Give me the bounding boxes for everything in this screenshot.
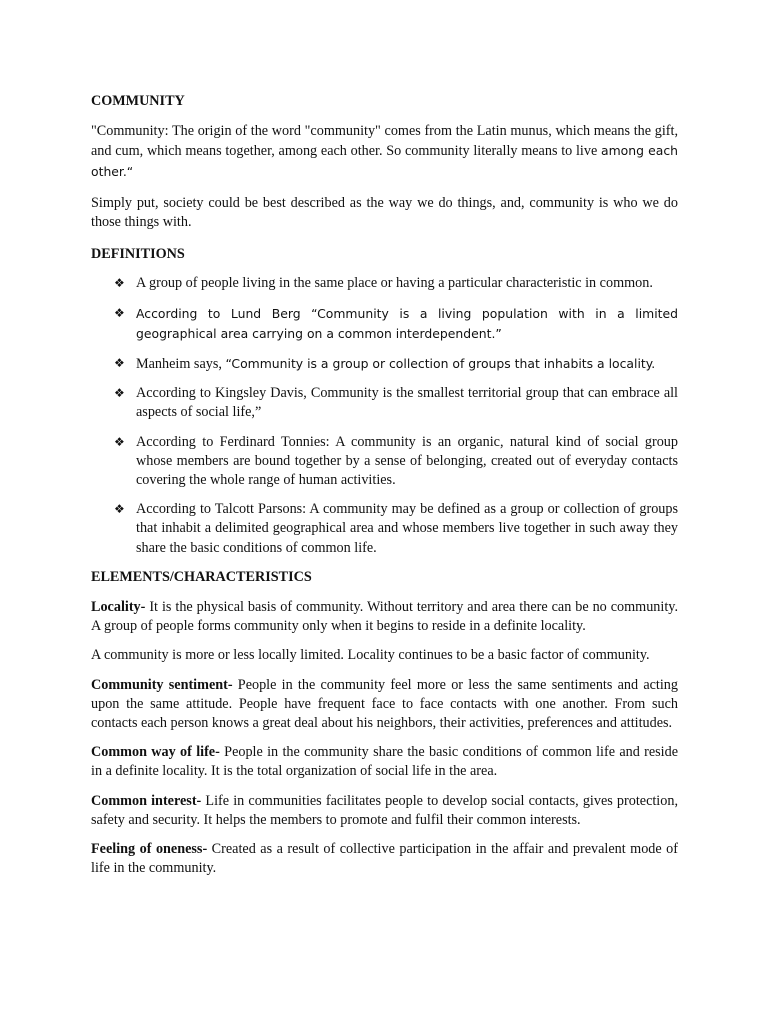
interest-text: Life in communities facilitates people to develop social contacts, gives protection, safety and security. It helps the members to promote and fulfil their common interests. bbox=[91, 792, 678, 828]
definitions-heading: DEFINITIONS bbox=[91, 246, 185, 263]
list-item bbox=[91, 384, 678, 422]
diamond-bullet-icon: ❖ bbox=[114, 276, 125, 291]
locality-note: A community is more or less locally limited. Locality continues to be a basic factor of community. bbox=[91, 647, 650, 664]
list-item bbox=[91, 274, 678, 293]
list-item bbox=[91, 304, 678, 344]
locality-text: It is the physical basis of community. Without territory and area there can be no community. A group of people forms community only when it begins to reside in a definite locality. bbox=[91, 599, 678, 635]
definition-lead: Manheim says, bbox=[136, 356, 226, 373]
definition-text: “Community is a group or collection of groups that inhabits a locality. bbox=[225, 356, 656, 372]
locality-term: Locality- bbox=[91, 599, 146, 616]
elements-heading: ELEMENTS/CHARACTERISTICS bbox=[91, 568, 312, 585]
list-item bbox=[91, 354, 678, 374]
sentiment-term: Community sentiment- bbox=[91, 676, 233, 693]
sentiment-paragraph bbox=[91, 676, 678, 734]
definition-text: According to Kingsley Davis, Community is the smallest territorial group that can embrace all aspects of social life,” bbox=[136, 385, 678, 421]
diamond-bullet-icon: ❖ bbox=[114, 434, 125, 449]
way-of-life-paragraph bbox=[91, 743, 678, 781]
list-item bbox=[91, 433, 678, 491]
intro-text: "Community: The origin of the word "community" comes from the Latin munus, which means the gift, and cum, which means together, among each other. So community literally means to live bbox=[91, 123, 678, 160]
locality-paragraph bbox=[91, 598, 678, 636]
interest-paragraph bbox=[91, 792, 678, 830]
interest-term: Common interest- bbox=[91, 792, 202, 809]
diamond-bullet-icon: ❖ bbox=[114, 502, 125, 517]
definition-text: According to Ferdinard Tonnies: A community is an organic, natural kind of social group whose members are bound together by a sense of belonging, created out of everyday contacts covering the whole range of human activities. bbox=[136, 433, 678, 489]
definition-text: According to Talcott Parsons: A community may be defined as a group or collection of groups that inhabit a delimited geographical area and whose members live together in such away they share the basic conditions of common life. bbox=[136, 501, 678, 556]
way-of-life-text: People in the community share the basic conditions of common life and reside in a definite locality. It is the total organization of social life in the area. bbox=[91, 744, 679, 780]
oneness-term: Feeling of oneness- bbox=[91, 841, 208, 858]
list-item bbox=[91, 500, 678, 558]
page-title: COMMUNITY bbox=[91, 93, 185, 109]
oneness-paragraph bbox=[91, 840, 678, 878]
definitions-list bbox=[91, 274, 678, 557]
definition-text: According to Lund Berg “Community is a living population with in a limited geographical area carrying on a common interdependent.” bbox=[136, 305, 678, 341]
diamond-bullet-icon: ❖ bbox=[114, 386, 125, 401]
intro-paragraph-2: Simply put, society could be best described as the way we do things, and, community is who we do those things with. bbox=[91, 194, 678, 231]
diamond-bullet-icon: ❖ bbox=[114, 356, 125, 371]
definition-text: A group of people living in the same place or having a particular characteristic in common. bbox=[136, 275, 653, 292]
intro-text-tail: among each other.“ bbox=[91, 143, 678, 179]
intro-paragraph-1 bbox=[91, 122, 678, 182]
way-of-life-term: Common way of life- bbox=[91, 744, 220, 761]
diamond-bullet-icon: ❖ bbox=[114, 305, 125, 320]
document-page bbox=[91, 92, 678, 879]
sentiment-text: People in the community feel more or less the same sentiments and acting upon the same attitude. People have frequent face to face contacts with one another. From such contacts each person knows a great deal about his neighbors, their activities, preferences and attitudes. bbox=[91, 676, 678, 732]
oneness-text: Created as a result of collective participation in the affair and prevalent mode of life in the community. bbox=[91, 841, 678, 877]
